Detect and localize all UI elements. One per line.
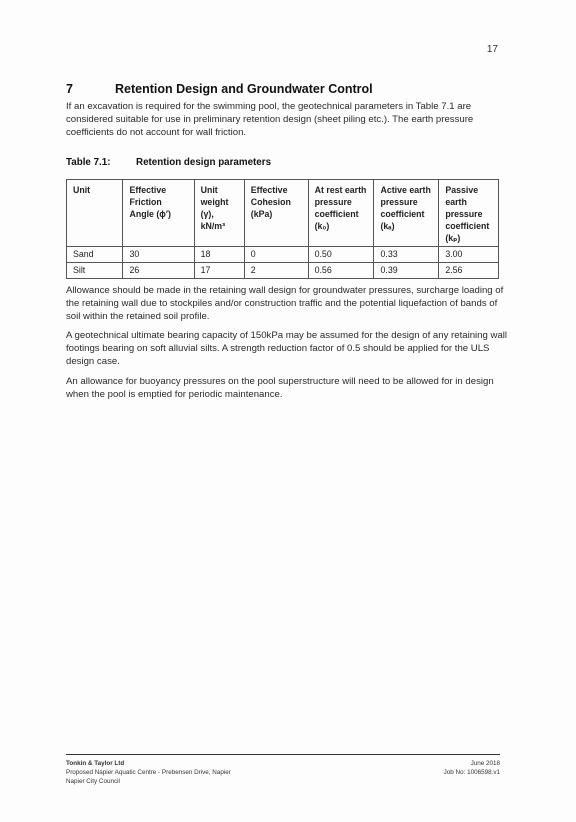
table-cell: 0 <box>244 247 308 263</box>
column-header: Effective Cohesion (kPa) <box>244 180 308 247</box>
groundwater-paragraph: Allowance should be made in the retaining wall design for groundwater pressures, surcharge loading of the retaining wall due to stockpiles and/or construction traffic and the potential liquefaction of bands of soil within the retained soil profile. <box>66 285 504 322</box>
page-number: 17 <box>486 44 498 55</box>
retention-parameters-table <box>66 179 499 279</box>
buoyancy-paragraph: An allowance for buoyancy pressures on the pool superstructure will need to be allowed for in design when the pool is emptied for periodic maintenance. <box>66 376 494 400</box>
table-cell: 26 <box>123 263 194 279</box>
table-caption <box>66 157 271 168</box>
column-header: Unit <box>67 180 123 247</box>
table-header-row <box>67 180 499 247</box>
table-title: Retention design parameters <box>136 157 272 168</box>
table-cell: 0.50 <box>308 247 374 263</box>
table-cell: Sand <box>67 247 123 263</box>
section-number: 7 <box>66 82 73 96</box>
table-row <box>67 263 499 279</box>
intro-paragraph: If an excavation is required for the swimming pool, the geotechnical parameters in Table 7.1 are considered suitable for use in preliminary retention design (sheet piling etc.). The earth pressure coefficients do not account for wall friction. <box>66 101 474 138</box>
table-cell: Silt <box>67 263 123 279</box>
footer-project: Proposed Napier Aquatic Centre - Prebensen Drive, Napier <box>66 769 231 776</box>
table-cell: 17 <box>194 263 244 279</box>
footer-divider <box>66 754 500 755</box>
table-cell: 0.33 <box>374 247 439 263</box>
table-label: Table 7.1: <box>66 157 111 168</box>
table-cell: 0.39 <box>374 263 439 279</box>
footer-client: Napier City Council <box>66 778 120 785</box>
footer-left <box>66 759 231 786</box>
footer-date: June 2018 <box>470 760 500 767</box>
column-header: At rest earth pressure coefficient (k₀) <box>308 180 374 247</box>
footer-right <box>444 759 500 777</box>
table-cell: 0.56 <box>308 263 374 279</box>
column-header: Effective Friction Angle (ϕ′) <box>123 180 194 247</box>
footer-company: Tonkin & Taylor Ltd <box>66 760 125 767</box>
section-title: Retention Design and Groundwater Control <box>115 82 373 96</box>
column-header: Active earth pressure coefficient (kₐ) <box>374 180 439 247</box>
section-heading <box>66 82 373 96</box>
column-header: Passive earth pressure coefficient (kₚ) <box>439 180 499 247</box>
table-cell: 3.00 <box>439 247 499 263</box>
footer-job-number: Job No: 1006598.v1 <box>443 769 500 776</box>
column-header: Unit weight (γ), kN/m³ <box>194 180 244 247</box>
table-cell: 2 <box>244 263 308 279</box>
table-cell: 18 <box>194 247 244 263</box>
table-cell: 30 <box>123 247 194 263</box>
table-cell: 2.56 <box>439 263 499 279</box>
table-row <box>67 247 499 263</box>
bearing-capacity-paragraph: A geotechnical ultimate bearing capacity of 150kPa may be assumed for the design of any retaining wall footings bearing on soft alluvial silts. A strength reduction factor of 0.5 should be applied for the ULS design case. <box>66 330 508 367</box>
